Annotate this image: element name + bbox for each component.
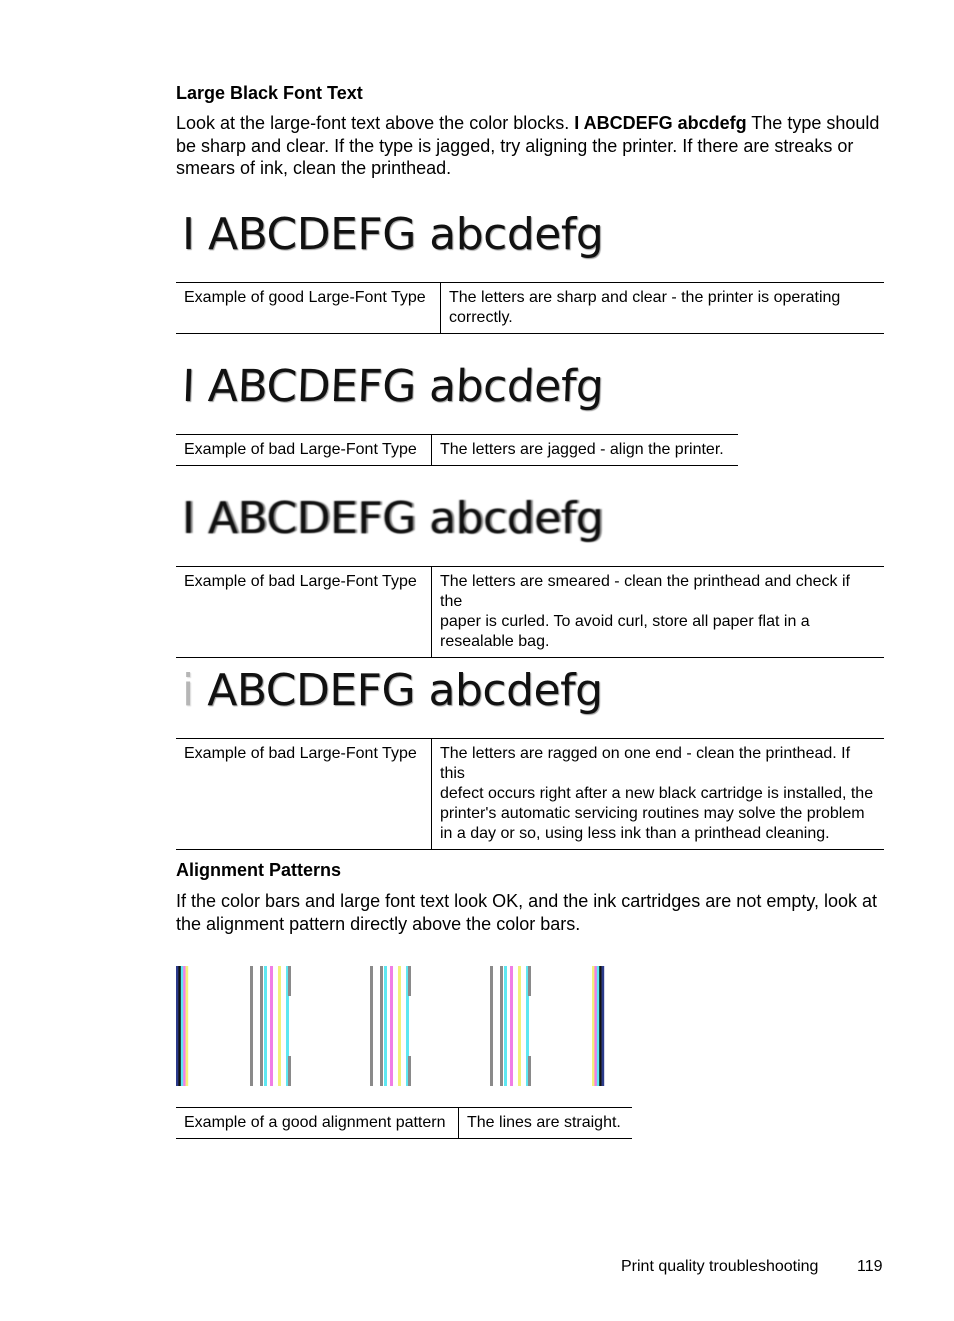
example-table-ragged bbox=[176, 738, 884, 850]
description-line: defect occurs right after a new black cartridge is installed, the bbox=[440, 785, 874, 802]
example-table-good bbox=[176, 282, 884, 334]
intro-text-line3: smears of ink, clean the printhead. bbox=[176, 158, 452, 178]
example-table-alignment bbox=[176, 1107, 632, 1139]
description-line: paper is curled. To avoid curl, store all paper flat in a bbox=[440, 613, 810, 630]
alignment-left-stack-bar bbox=[181, 966, 184, 1086]
example-description: The lines are straight. bbox=[459, 1108, 633, 1139]
intro-text-2: The type should bbox=[751, 113, 880, 133]
alignment-yellow-line bbox=[278, 966, 281, 1086]
alignment-gray-line bbox=[408, 966, 411, 996]
example-description bbox=[432, 435, 739, 466]
alignment-right-stack-bar bbox=[592, 966, 595, 1086]
description-line: printer's automatic servicing routines may solve the problem bbox=[440, 805, 865, 822]
alignment-gray-line bbox=[370, 966, 373, 1086]
alignment-gray-line bbox=[260, 966, 263, 1086]
description-line: in a day or so, using less ink than a printhead cleaning. bbox=[440, 825, 830, 842]
alignment-gray-line bbox=[288, 966, 291, 996]
alignment-gray-line bbox=[250, 966, 253, 1086]
alignment-left-stack-bar bbox=[176, 966, 179, 1086]
example-label: Example of bad Large-Font Type bbox=[176, 435, 432, 466]
alignment-gray-line bbox=[490, 966, 493, 1086]
footer-section-title: Print quality troubleshooting bbox=[621, 1258, 819, 1275]
section-heading-alignment-patterns: Alignment Patterns bbox=[176, 860, 342, 880]
example-label: Example of a good alignment pattern bbox=[176, 1108, 459, 1139]
description-line: The letters are ragged on one end - clean the printhead. If this bbox=[440, 745, 851, 782]
description-line: resealable bag. bbox=[440, 633, 550, 650]
intro-bold-sample: I ABCDEFG abcdefg bbox=[574, 113, 747, 133]
alignment-gray-line bbox=[380, 966, 383, 1086]
alignment-intro-line2: the alignment pattern directly above the color bars. bbox=[176, 913, 581, 934]
alignment-left-stack-bar bbox=[183, 966, 186, 1086]
description-line: The letters are smeared - clean the printhead and check if the bbox=[440, 573, 850, 610]
section-heading-large-black-font: Large Black Font Text bbox=[176, 83, 363, 103]
alignment-pattern-svg bbox=[174, 966, 614, 1088]
alignment-magenta-line bbox=[510, 966, 513, 1086]
ragged-prefix: i bbox=[182, 665, 194, 716]
alignment-right-stack-bar bbox=[599, 966, 602, 1086]
example-table-jagged bbox=[176, 434, 738, 466]
description-line: The letters are sharp and clear - the printer is operating bbox=[449, 289, 841, 306]
alignment-yellow-line bbox=[518, 966, 521, 1086]
alignment-magenta-line bbox=[270, 966, 273, 1086]
alignment-right-stack-bar bbox=[597, 966, 600, 1086]
alignment-intro-paragraph bbox=[176, 890, 896, 935]
example-description bbox=[432, 567, 885, 658]
example-table-smeared bbox=[176, 566, 884, 658]
alignment-yellow-line bbox=[398, 966, 401, 1086]
large-font-sample-good: I ABCDEFG abcdefg bbox=[182, 209, 604, 260]
alignment-right-stack-bar bbox=[602, 966, 605, 1086]
alignment-gray-line bbox=[408, 1056, 411, 1086]
example-description bbox=[432, 739, 885, 850]
example-label: Example of bad Large-Font Type bbox=[176, 739, 432, 850]
alignment-gray-line bbox=[528, 1056, 531, 1086]
description-line: The letters are jagged - align the printer. bbox=[440, 441, 724, 458]
alignment-magenta-line bbox=[390, 966, 393, 1086]
alignment-intro-line1: If the color bars and large font text look OK, and the ink cartridges are not empty, look at bbox=[176, 891, 878, 911]
alignment-gray-line bbox=[500, 966, 503, 1086]
alignment-left-stack-bar bbox=[186, 966, 189, 1086]
example-label: Example of good Large-Font Type bbox=[176, 283, 441, 334]
example-label: Example of bad Large-Font Type bbox=[176, 567, 432, 658]
large-font-sample-smeared: I ABCDEFG abcdefg bbox=[182, 493, 604, 544]
alignment-gray-line bbox=[528, 966, 531, 996]
large-font-sample-jagged: I ABCDEFG abcdefg bbox=[181, 361, 605, 412]
alignment-left-stack-bar bbox=[178, 966, 181, 1086]
alignment-right-stack-bar bbox=[594, 966, 597, 1086]
ragged-text: ABCDEFG abcdefg bbox=[207, 665, 603, 716]
alignment-pattern-graphic bbox=[174, 966, 614, 1088]
footer-page-number: 119 bbox=[857, 1258, 883, 1275]
large-font-sample-ragged bbox=[182, 666, 603, 716]
alignment-gray-line bbox=[288, 1056, 291, 1086]
intro-text-1: Look at the large-font text above the color blocks. bbox=[176, 113, 570, 133]
description-line: correctly. bbox=[449, 309, 513, 326]
section-intro-paragraph bbox=[176, 112, 896, 180]
alignment-cyan-line bbox=[504, 966, 507, 1086]
example-description bbox=[441, 283, 885, 334]
intro-text-line2: be sharp and clear. If the type is jagged, try aligning the printer. If there are streaks or bbox=[176, 135, 854, 156]
alignment-cyan-line bbox=[384, 966, 387, 1086]
alignment-cyan-line bbox=[264, 966, 267, 1086]
